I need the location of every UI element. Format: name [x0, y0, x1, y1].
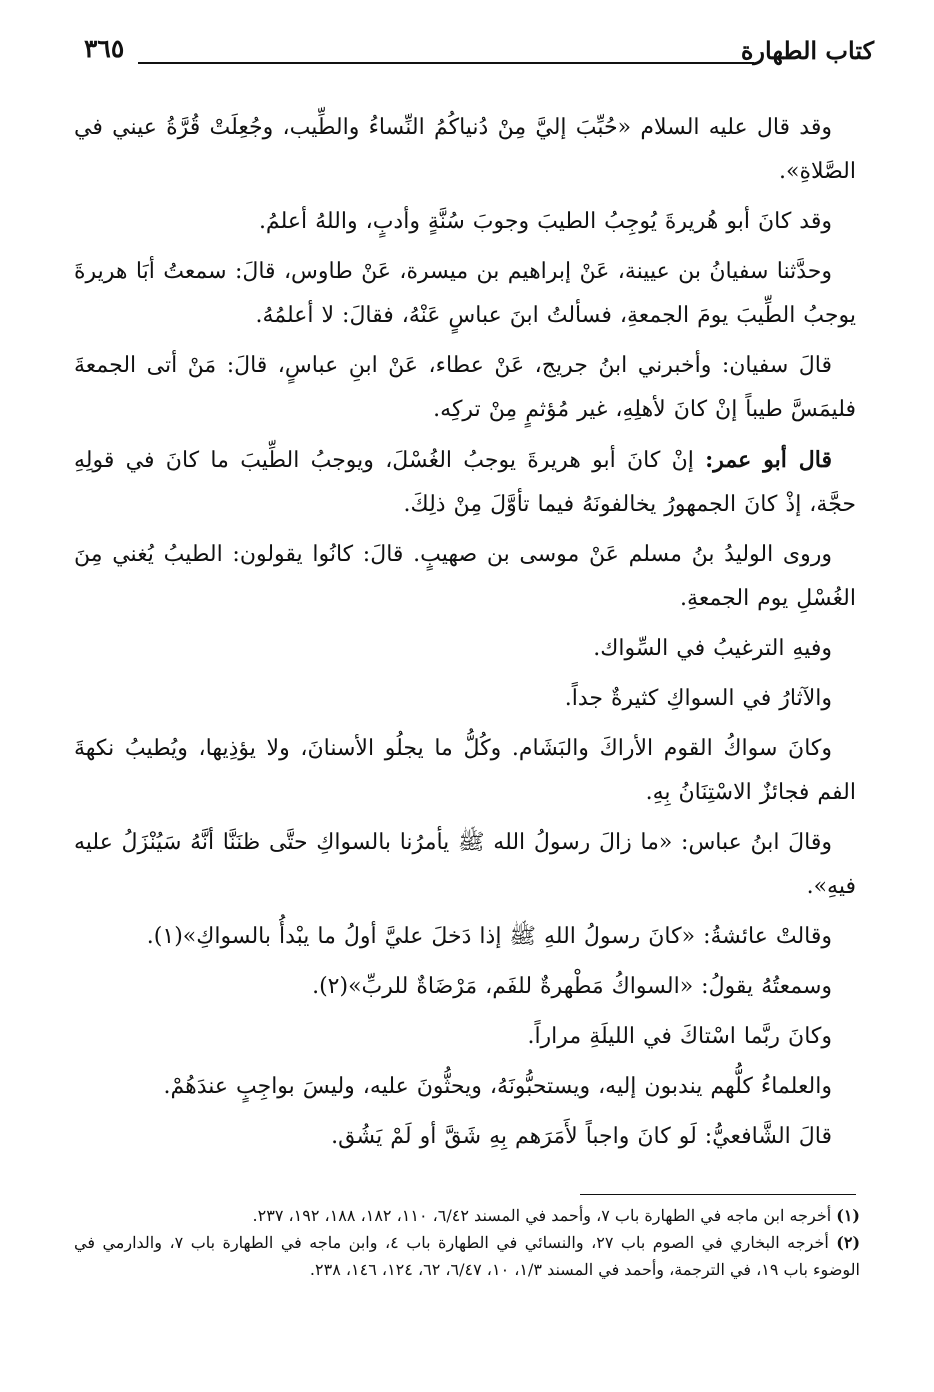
paragraph-text: وفيهِ الترغيبُ في السِّواك. — [593, 636, 832, 661]
footnote-number: (٢) — [836, 1233, 860, 1252]
paragraph-text: والآثارُ في السواكِ كثيرةٌ جداً. — [564, 686, 832, 711]
paragraph-text: قالَ سفيان: وأخبرني ابنُ جريج، عَنْ عطاء، عَنْ ابنِ عباسٍ، قالَ: مَنْ أتى الجمعةَ فليمَسَّ طيباً إنْ كانَ لأهلِهِ، غير مُؤثمٍ مِنْ تركِه. — [74, 353, 856, 422]
paragraph-6 — [74, 533, 856, 621]
footnote-separator — [580, 1194, 856, 1195]
footnotes — [74, 1202, 860, 1334]
footnote-text: أخرجه ابن ماجه في الطهارة باب ٧، وأحمد في المسند ٦/٤٢، ١١٠، ١٨٢، ١٨٨، ١٩٢، ٢٣٧. — [252, 1206, 837, 1225]
footnote-text: أخرجه البخاري في الصوم باب ٢٧، والنسائي في الطهارة باب ٤، وابن ماجه في الطهارة باب ٧، والدارمي في الوضوء باب ١٩، في الترجمة، وأحمد في المسند ١/٣، ١٠، ٦/٤٧، ٦٢، ١٢٤، ١٤٦، ٢٣٨. — [74, 1233, 860, 1279]
footnote-number: (١) — [836, 1206, 860, 1225]
paragraph-text: وكانَ ربَّما اسْتاكَ في الليلَةِ مراراً. — [527, 1024, 832, 1049]
paragraph-text: وقالتْ عائشةُ: «كانَ رسولُ اللهِ ﷺ إذا دَخلَ عليَّ أولُ ما يبْدأُ بالسواكِ»(١). — [146, 924, 832, 949]
paragraph-text: وكانَ سواكُ القوم الأراكَ والبَشَام. وكُلُّ ما يجلُو الأسنانَ، ولا يؤذِيها، ويُطيبُ نكهةَ الفم فجائزٌ الاسْتِنَانُ بِهِ. — [74, 736, 856, 805]
header-rule — [138, 62, 754, 64]
paragraph-text: وقالَ ابنُ عباس: «ما زالَ رسولُ الله ﷺ يأمرُنا بالسواكِ حتَّى ظنَنَّا أنَّهُ سَيُنْزَلُ عليه فيهِ». — [74, 830, 856, 899]
paragraph-text: وقد كانَ أبو هُريرةَ يُوجِبُ الطيبَ وجوبَ سُنَّةٍ وأدبٍ، واللهُ أعلمُ. — [258, 209, 832, 234]
paragraph-4 — [74, 344, 856, 432]
paragraph-2 — [74, 200, 856, 244]
chapter-title: كتاب الطهارة — [740, 36, 874, 65]
paragraph-11 — [74, 915, 856, 959]
paragraph-text: وقد قال عليه السلام «حُبِّبَ إليَّ مِنْ دُنياكُمُ النِّساءُ والطِّيب، وجُعِلَتْ قُرَّةُ عيني في الصَّلاةِ». — [74, 115, 856, 184]
footnote-2 — [74, 1229, 860, 1283]
main-text — [74, 106, 856, 1166]
paragraph-15 — [74, 1115, 856, 1159]
page-header — [84, 34, 874, 70]
paragraph-10 — [74, 821, 856, 909]
paragraph-3 — [74, 250, 856, 338]
footnote-1 — [74, 1202, 860, 1229]
paragraph-text: وحدَّثنا سفيانُ بن عيينة، عَنْ إبراهيم بن ميسرة، عَنْ طاوس، قالَ: سمعتُ أبَا هريرةَ يوجبُ الطِّيبَ يومَ الجمعةِ، فسألتُ ابنَ عباسٍ عَنْهُ، فقالَ: لا أعلمُهُ. — [74, 259, 856, 328]
paragraph-text: والعلماءُ كلُّهم يندبون إليه، ويستحبُّونَهُ، ويحثُّونَ عليه، وليسَ بواجِبٍ عندَهُمْ. — [163, 1074, 832, 1099]
paragraph-14 — [74, 1065, 856, 1109]
paragraph-5 — [74, 438, 856, 527]
paragraph-text: إنْ كانَ أبو هريرةَ يوجبُ الغُسْلَ، ويوجبُ الطِّيبَ ما كانَ في قولِهِ حجَّة، إذْ كانَ الجمهورُ يخالفونَهُ فيما تأوَّلَ مِنْ ذلِكَ. — [74, 448, 856, 517]
paragraph-text: وروى الوليدُ بنُ مسلم عَنْ موسى بن صهيبٍ. قالَ: كانُوا يقولون: الطيبُ يُغني مِنَ الغُسْلِ يوم الجمعةِ. — [74, 542, 856, 611]
paragraph-text: وسمعتُهُ يقولُ: «السواكُ مَطْهرةٌ للفَم، مَرْضَاةٌ للربِّ»(٢). — [312, 974, 832, 999]
paragraph-9 — [74, 727, 856, 815]
page-number: ٣٦٥ — [84, 34, 125, 63]
paragraph-16 — [74, 1165, 856, 1166]
paragraph-7 — [74, 627, 856, 671]
paragraph-12 — [74, 965, 856, 1009]
paragraph-8 — [74, 677, 856, 721]
author-label: قال أبو عمر: — [705, 447, 832, 473]
paragraph-text: قالَ الشَّافعيُّ: لَو كانَ واجباً لأَمَرَهم بِهِ شَقَّ أو لَمْ يَشُق. — [331, 1124, 832, 1149]
paragraph-1 — [74, 106, 856, 194]
paragraph-13 — [74, 1015, 856, 1059]
